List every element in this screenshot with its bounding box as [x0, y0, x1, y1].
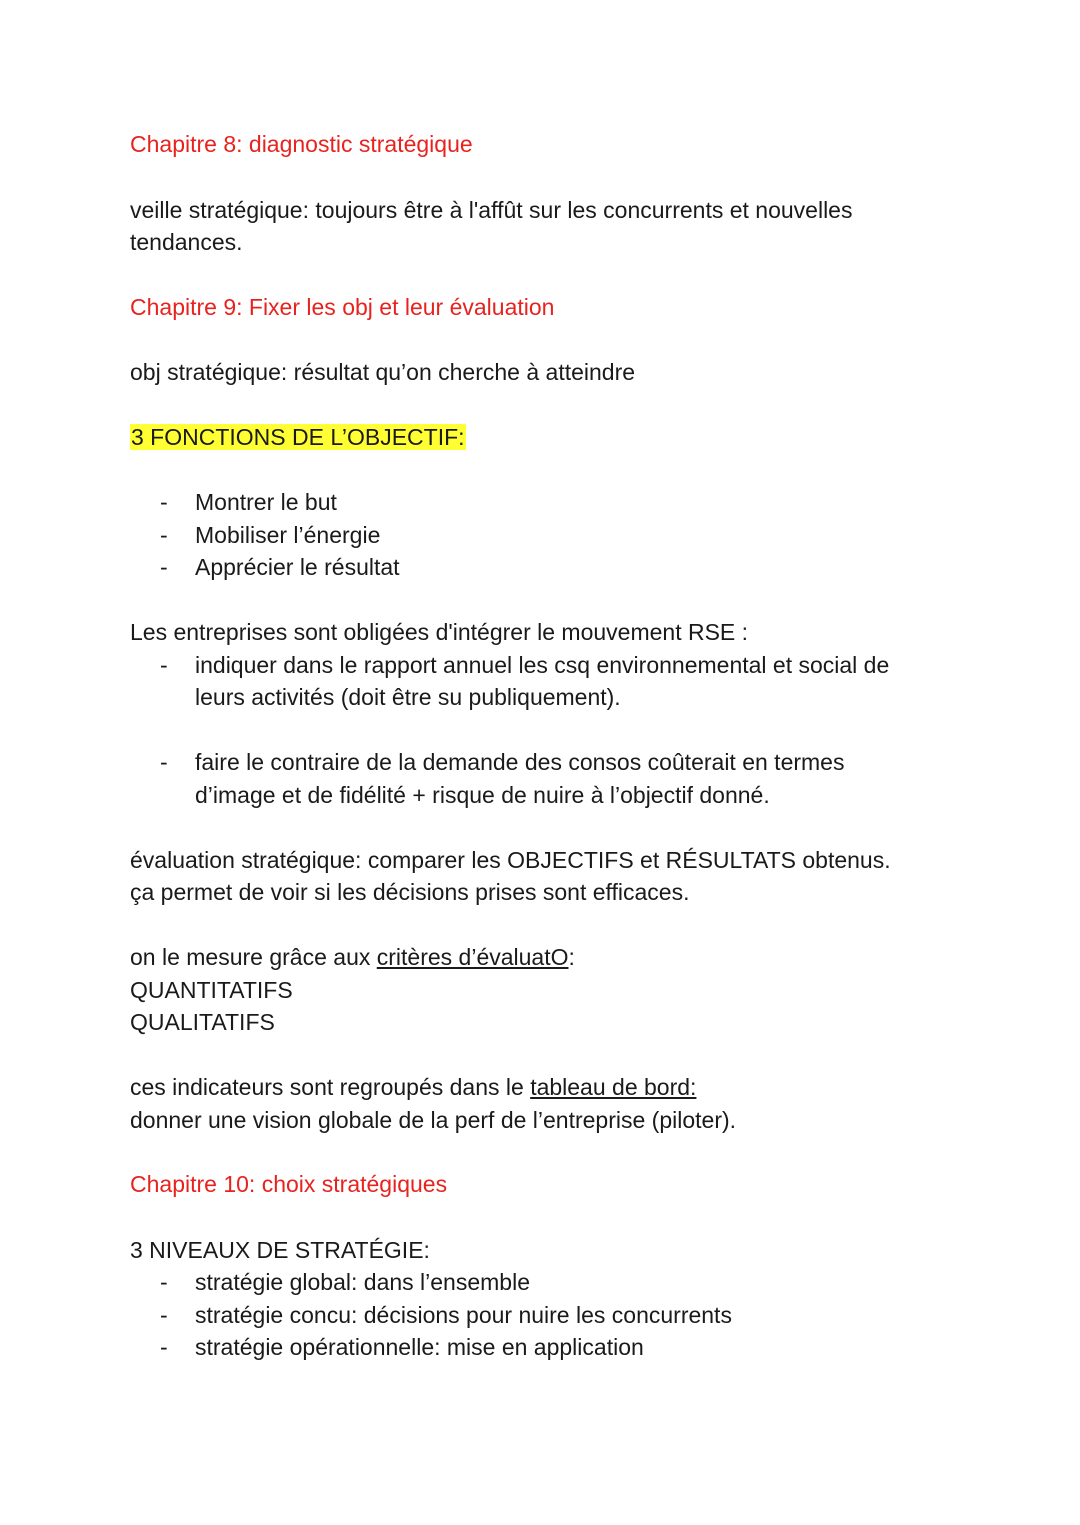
bullet-dash: - [160, 522, 168, 548]
function-item: Mobiliser l’énergie [195, 522, 381, 548]
rse-point-1-line-2: leurs activités (doit être su publiquement). [195, 684, 621, 710]
criteria-qualitative: QUALITATIFS [130, 1009, 275, 1035]
rse-intro: Les entreprises sont obligées d'intégrer le mouvement RSE : [130, 619, 749, 645]
dashboard-line-1 [130, 1071, 696, 1103]
bullet-dash: - [160, 1302, 168, 1328]
chapter-8-heading: Chapitre 8: diagnostic stratégique [130, 131, 473, 157]
dashboard-underlined: tableau de bord: [530, 1074, 697, 1100]
functions-title [130, 421, 466, 453]
criteria-suffix: : [568, 944, 575, 970]
function-item: Apprécier le résultat [195, 554, 400, 580]
dashboard-prefix: ces indicateurs sont regroupés dans le [130, 1074, 531, 1100]
bullet-dash: - [160, 652, 168, 678]
levels-title: 3 NIVEAUX DE STRATÉGIE: [130, 1237, 430, 1263]
criteria-line [130, 941, 575, 973]
rse-point-2-line-2: d’image et de fidélité + risque de nuire à l’objectif donné. [195, 782, 770, 808]
chapter-10-heading: Chapitre 10: choix stratégiques [130, 1171, 448, 1197]
bullet-dash: - [160, 554, 168, 580]
rse-point-2-line-1: faire le contraire de la demande des consos coûterait en termes [195, 749, 845, 775]
evaluation-line-1: évaluation stratégique: comparer les OBJECTIFS et RÉSULTATS obtenus. [130, 847, 891, 873]
rse-point-1-line-1: indiquer dans le rapport annuel les csq environnemental et social de [195, 652, 890, 678]
bullet-dash: - [160, 489, 168, 515]
bullet-dash: - [160, 749, 168, 775]
dashboard-line-2: donner une vision globale de la perf de l’entreprise (piloter). [130, 1107, 737, 1133]
veille-text-line-2: tendances. [130, 229, 243, 255]
bullet-dash: - [160, 1334, 168, 1360]
chapter-9-heading: Chapitre 9: Fixer les obj et leur évaluation [130, 294, 555, 320]
level-item: stratégie opérationnelle: mise en application [195, 1334, 644, 1360]
level-item: stratégie global: dans l’ensemble [195, 1269, 530, 1295]
functions-title-highlight: 3 FONCTIONS DE L’OBJECTIF: [131, 424, 465, 450]
veille-text-line-1: veille stratégique: toujours être à l'affût sur les concurrents et nouvelles [130, 197, 853, 223]
bullet-dash: - [160, 1269, 168, 1295]
evaluation-line-2: ça permet de voir si les décisions prises sont efficaces. [130, 879, 690, 905]
criteria-quantitative: QUANTITATIFS [130, 977, 293, 1003]
criteria-underlined: critères d’évaluatO [376, 944, 569, 970]
function-item: Montrer le but [195, 489, 337, 515]
criteria-prefix: on le mesure grâce aux [130, 944, 377, 970]
objective-definition: obj stratégique: résultat qu’on cherche à atteindre [130, 359, 636, 385]
level-item: stratégie concu: décisions pour nuire les concurrents [195, 1302, 732, 1328]
